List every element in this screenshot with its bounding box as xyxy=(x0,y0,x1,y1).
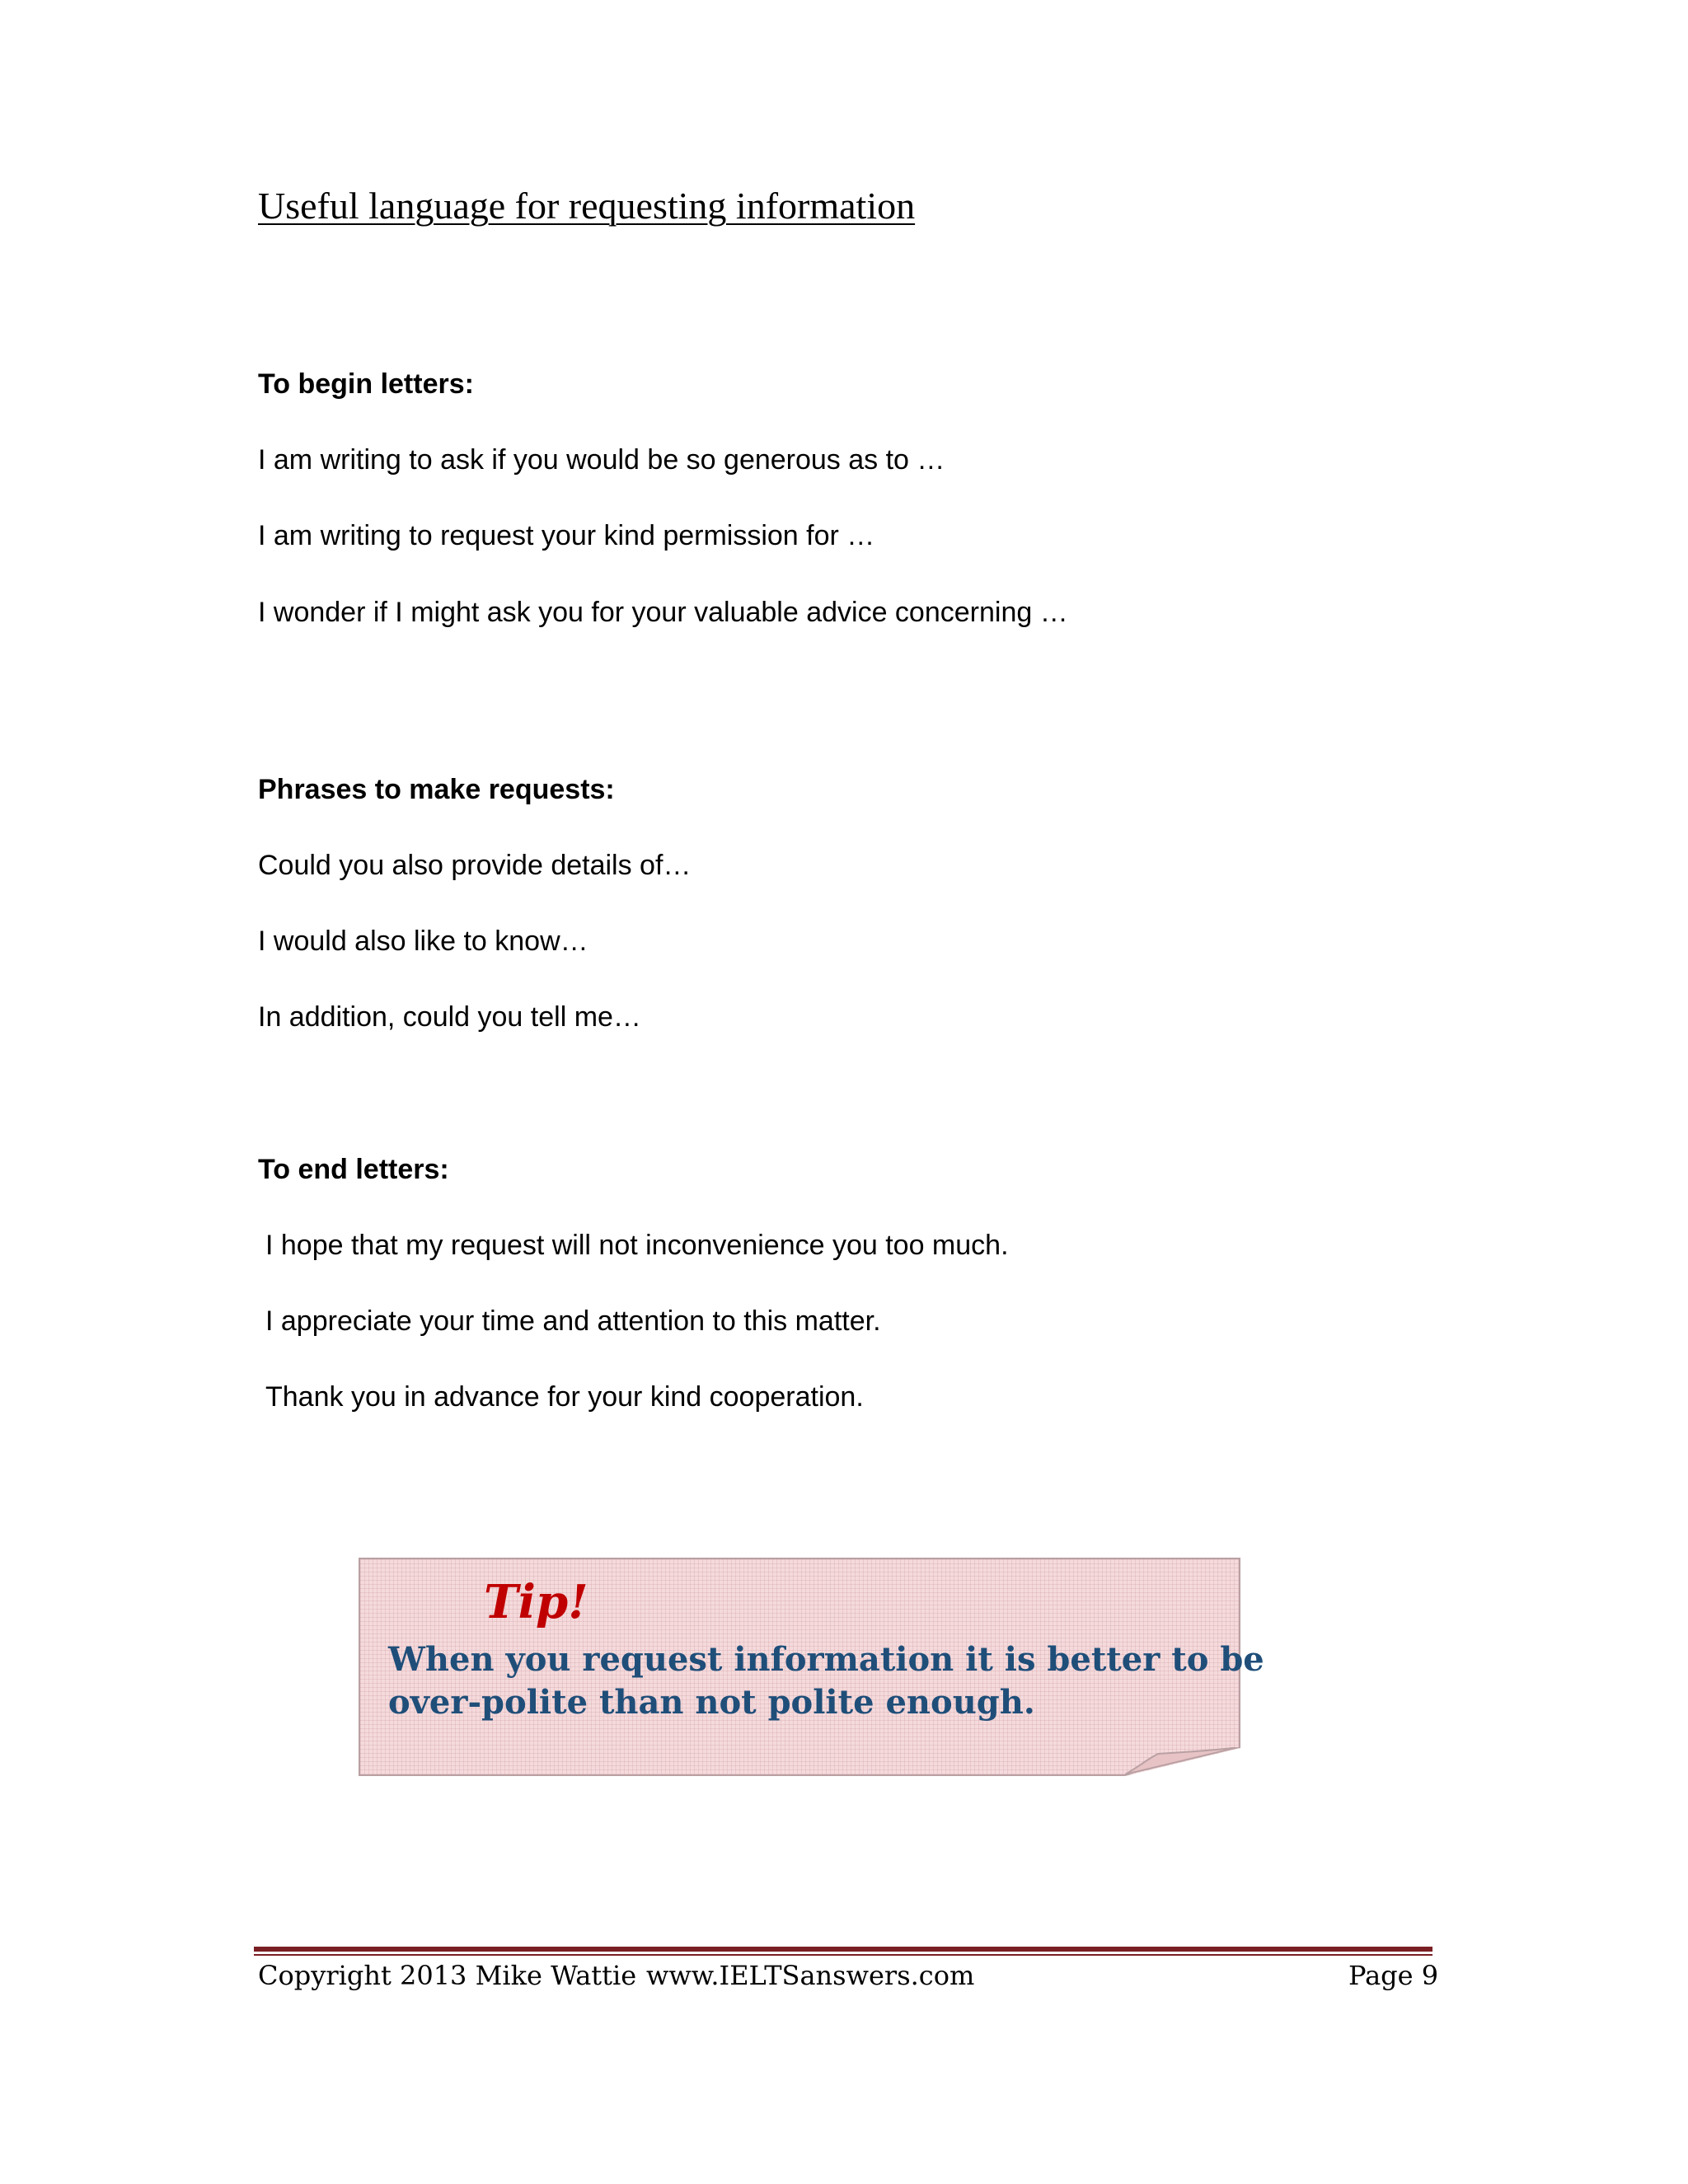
phrase-begin-2: I am writing to request your kind permission for … xyxy=(258,520,875,551)
footer-copyright: Copyright 2013 Mike Wattie xyxy=(258,1960,637,1991)
phrase-request-1: Could you also provide details of… xyxy=(258,850,692,881)
page-curl-icon xyxy=(1125,1747,1239,1774)
phrase-request-3: In addition, could you tell me… xyxy=(258,1001,641,1033)
page-title: Useful language for requesting information xyxy=(258,185,916,227)
tip-heading: Tip! xyxy=(484,1575,588,1629)
section-heading-begin-letters: To begin letters: xyxy=(258,368,474,400)
phrase-request-2: I would also like to know… xyxy=(258,926,588,957)
section-heading-make-requests: Phrases to make requests: xyxy=(258,774,615,805)
footer-page-number: Page 9 xyxy=(1348,1960,1439,1991)
footer-rule-thin xyxy=(254,1954,1432,1956)
phrase-begin-3: I wonder if I might ask you for your valuable advice concerning … xyxy=(258,597,1068,628)
section-heading-end-letters: To end letters: xyxy=(258,1154,449,1185)
tip-text xyxy=(388,1638,1264,1724)
tip-text-line-1: When you request information it is better to be xyxy=(388,1640,1264,1679)
tip-box xyxy=(359,1558,1264,1776)
phrase-end-3: Thank you in advance for your kind cooperation. xyxy=(265,1381,864,1413)
footer-website-link[interactable]: www.IELTSanswers.com xyxy=(646,1960,975,1991)
phrase-begin-1: I am writing to ask if you would be so generous as to … xyxy=(258,444,945,476)
footer-rule-thick xyxy=(254,1947,1432,1952)
tip-text-line-2: over-polite than not polite enough. xyxy=(388,1683,1035,1722)
phrase-end-2: I appreciate your time and attention to this matter. xyxy=(265,1305,881,1337)
phrase-end-1: I hope that my request will not inconvenience you too much. xyxy=(265,1230,1009,1261)
